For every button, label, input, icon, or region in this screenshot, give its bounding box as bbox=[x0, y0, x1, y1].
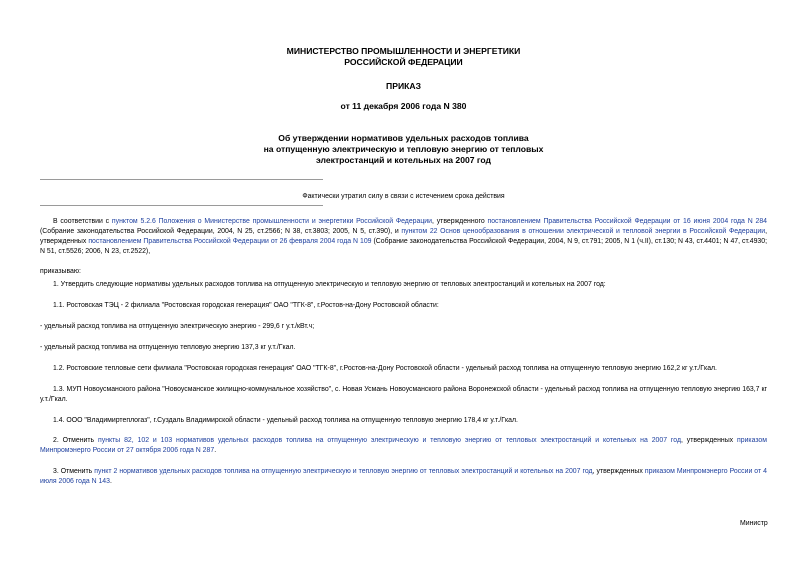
signature-title: Министр bbox=[740, 520, 768, 527]
ministry-name bbox=[0, 46, 807, 68]
divider-bottom bbox=[40, 205, 323, 206]
link-government-decree-109[interactable]: постановлением Правительства Российской Федерации от 26 февраля 2004 года N 109 bbox=[88, 238, 372, 245]
divider-top bbox=[40, 179, 323, 180]
item-3-text-1: 3. Отменить bbox=[53, 468, 95, 475]
link-order-143[interactable]: приказом Минпромэнерго России от 4 июля 2006 года N 143 bbox=[40, 468, 767, 485]
link-pricing-basics-clause[interactable]: пунктом 22 Основ ценообразования в отношении электрической и тепловой энергии в Российской Федерации bbox=[401, 228, 766, 235]
order-title-line-2: на отпущенную электрическую и тепловую энергию от тепловых bbox=[263, 144, 544, 154]
order-title bbox=[0, 133, 807, 166]
item-2-text-2: , утвержденных bbox=[680, 437, 737, 444]
item-1-3: 1.3. МУП Новоусманского района "Новоусманское жилищно-коммунальное хозяйство", с. Новая Усмань Новоусманского района Воронежской области - удельный расход топлива на отпущенную тепловую энергию 163,7 кг у.т./Гкал. bbox=[40, 386, 767, 403]
order-label: приказываю: bbox=[40, 268, 81, 275]
item-1-1-thermal: - удельный расход топлива на отпущенную тепловую энергию 137,3 кг у.т./Гкал. bbox=[40, 344, 296, 351]
preamble-text-5: (Собрание законодательства Российской Федерации, 2004, N 9, ст.791; 2005, N 1 (ч.II), ст.130; N 43, ст.4401; N 47, ст.4930; N 51, ст.5526; 2006, N 23, ст.2522), bbox=[40, 238, 768, 255]
item-2-text-3: . bbox=[214, 447, 217, 454]
link-regulation-clause[interactable]: пунктом 5.2.6 Положения о Министерстве промышленности и энергетики Российской Федерации bbox=[111, 218, 432, 225]
preamble-text-4: , утвержденных bbox=[40, 228, 767, 245]
preamble-paragraph bbox=[40, 217, 767, 257]
order-heading: ПРИКАЗ bbox=[386, 81, 421, 91]
ministry-line-2: РОССИЙСКОЙ ФЕДЕРАЦИИ bbox=[344, 57, 463, 67]
item-1: 1. Утвердить следующие нормативы удельных расходов топлива на отпущенную электрическую и тепловую энергию от тепловых электростанций и котельных на 2007 год: bbox=[53, 281, 606, 288]
preamble-text-3: (Собрание законодательства Российской Федерации, 2004, N 25, ст.2566; N 38, ст.3803; 2005, N 5, ст.390), и bbox=[40, 228, 402, 235]
item-1-4: 1.4. ООО "Владимиртеплогаз", г.Суздаль Владимирской области - удельный расход топлива на отпущенную тепловую энергию 178,4 кг у.т./Гкал. bbox=[53, 417, 518, 424]
order-date: от 11 декабря 2006 года N 380 bbox=[340, 101, 467, 111]
preamble-text-1: В соответствии с bbox=[53, 218, 112, 225]
item-2 bbox=[40, 436, 767, 456]
order-title-line-3: электростанций и котельных на 2007 год bbox=[316, 155, 491, 165]
item-3 bbox=[40, 467, 767, 487]
link-norms-clause-2[interactable]: пункт 2 нормативов удельных расходов топлива на отпущенную электрическую и тепловую энергию от тепловых электростанций и котельных на 2007 год bbox=[94, 468, 593, 475]
link-norms-clauses-82-102-103[interactable]: пункты 82, 102 и 103 нормативов удельных расходов топлива на отпущенную электрическую и тепловую энергию от тепловых электростанций и котельных на 2007 год bbox=[98, 437, 681, 444]
link-order-287[interactable]: приказом Минпромэнерго России от 27 октября 2006 года N 287 bbox=[40, 437, 767, 454]
item-3-text-2: , утвержденных bbox=[592, 468, 645, 475]
preamble-text-2: , утвержденного bbox=[431, 218, 488, 225]
link-government-decree-284[interactable]: постановлением Правительства Российской Федерации от 16 июня 2004 года N 284 bbox=[487, 218, 768, 225]
item-3-text-3: . bbox=[109, 478, 112, 485]
item-2-text-1: 2. Отменить bbox=[53, 437, 99, 444]
ministry-line-1: МИНИСТЕРСТВО ПРОМЫШЛЕННОСТИ И ЭНЕРГЕТИКИ bbox=[286, 46, 521, 56]
order-title-line-1: Об утверждении нормативов удельных расходов топлива bbox=[278, 133, 529, 143]
item-1-2: 1.2. Ростовские тепловые сети филиала "Ростовская городская генерация" ОАО "ТГК-8", г.Ростов-на-Дону Ростовской области - удельный расход топлива на отпущенную тепловую энергию 162,2 кг у.т./Гкал. bbox=[53, 365, 717, 372]
item-1-1-electric: - удельный расход топлива на отпущенную электрическую энергию - 299,6 г у.т./кВт.ч; bbox=[40, 323, 315, 330]
item-1-1: 1.1. Ростовская ТЭЦ - 2 филиала "Ростовская городская генерация" ОАО "ТГК-8", г.Ростов-на-Дону Ростовской области: bbox=[53, 302, 439, 309]
status-note: Фактически утратил силу в связи с истечением срока действия bbox=[302, 193, 505, 200]
